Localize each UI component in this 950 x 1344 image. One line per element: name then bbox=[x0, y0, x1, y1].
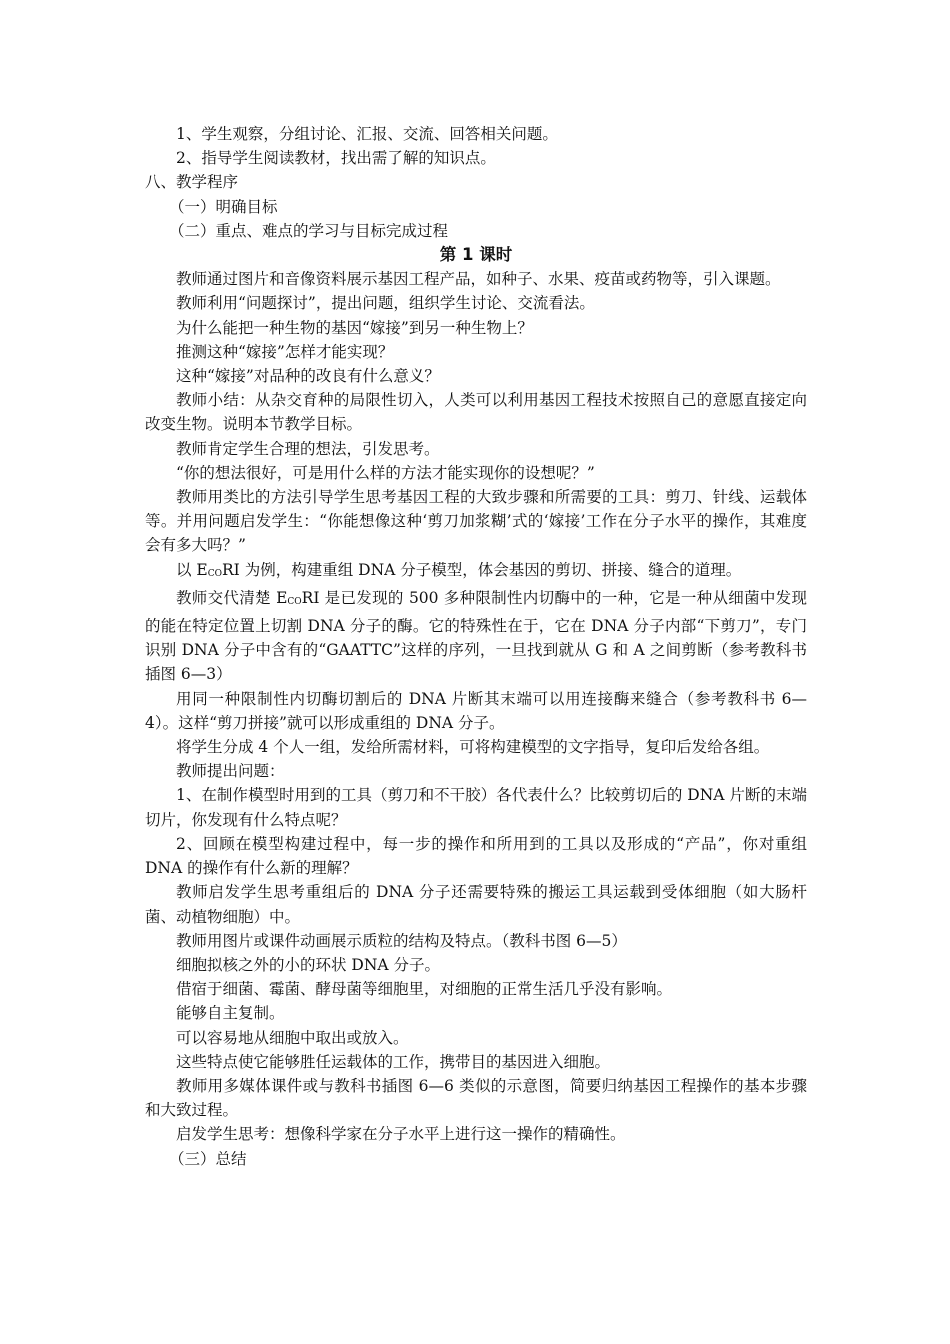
paragraph: 可以容易地从细胞中取出或放入。 bbox=[176, 1028, 409, 1047]
subscript-text: CO bbox=[287, 596, 302, 607]
subsection-heading: （三）总结 bbox=[169, 1149, 247, 1168]
paragraph: 教师利用“问题探讨”，提出问题，组织学生讨论、交流看法。 bbox=[176, 294, 595, 313]
text-run: 以 E bbox=[176, 560, 208, 579]
paragraph: 教师提出问题： bbox=[176, 762, 285, 781]
subsection-heading: （二）重点、难点的学习与目标完成过程 bbox=[169, 221, 449, 240]
paragraph: 教师启发学生思考重组后的 DNA 分子还需要特殊的搬运工具运载到受体细胞（如大肠杆菌、动植物细胞）中。 bbox=[145, 883, 807, 926]
text-run: 教师交代清楚 E bbox=[176, 588, 288, 607]
text-run: RI 为例，构建重组 DNA 分子模型，体会基因的剪切、拼接、缝合的道理。 bbox=[222, 560, 742, 579]
paragraph bbox=[145, 558, 807, 586]
paragraph: 这些特点使它能够胜任运载体的工作，携带目的基因进入细胞。 bbox=[176, 1052, 611, 1071]
paragraph bbox=[145, 586, 807, 687]
paragraph: 2、指导学生阅读教材，找出需了解的知识点。 bbox=[176, 149, 496, 168]
paragraph: 1、在制作模型时用到的工具（剪刀和不干胶）各代表什么？比较剪切后的 DNA 片断的末端切片，你发现有什么特点呢？ bbox=[145, 786, 807, 829]
paragraph: 教师通过图片和音像资料展示基因工程产品，如种子、水果、疫苗或药物等，引入课题。 bbox=[176, 270, 781, 289]
paragraph: 教师用多媒体课件或与教科书插图 6—6 类似的示意图，简要归纳基因工程操作的基本步骤和大致过程。 bbox=[145, 1076, 807, 1120]
subscript-text: CO bbox=[207, 568, 223, 579]
text-run: RI 是已发现的 500 多种限制性内切酶中的一种，它是一种从细菌中发现的能在特定位置上切割 DNA 分子的酶。它的特殊性在于，它在 DNA 分子内部“下剪刀”，专门识别 DNA 分子中含有的“GAATTC”这样的序列，一旦找到就从 G 和 A 之间剪断（参考教科书插图 6—3） bbox=[145, 588, 807, 684]
quote-paragraph: “你的想法很好，可是用什么样的方法才能实现你的设想呢？” bbox=[176, 463, 595, 482]
paragraph: 教师小结：从杂交育种的局限性切入，人类可以利用基因工程技术按照自己的意愿直接定向改变生物。说明本节教学目标。 bbox=[145, 391, 807, 434]
lesson-title: 第 1 课时 bbox=[439, 245, 513, 265]
paragraph: 教师用图片或课件动画展示质粒的结构及特点。（教科书图 6—5） bbox=[176, 931, 627, 950]
paragraph: 推测这种“嫁接”怎样才能实现？ bbox=[176, 342, 394, 361]
paragraph: 能够自主复制。 bbox=[176, 1004, 285, 1023]
paragraph: 这种“嫁接”对品种的改良有什么意义？ bbox=[176, 367, 440, 386]
paragraph: 用同一种限制性内切酶切割后的 DNA 片断其末端可以用连接酶来缝合（参考教科书 6—4）。这样“剪刀拼接”就可以形成重组的 DNA 分子。 bbox=[145, 689, 807, 732]
document-body bbox=[145, 122, 807, 1171]
paragraph: 教师肯定学生合理的想法，引发思考。 bbox=[176, 439, 440, 458]
paragraph: 1、学生观察，分组讨论、汇报、交流、回答相关问题。 bbox=[176, 125, 558, 143]
section-heading: 八、教学程序 bbox=[145, 173, 239, 192]
paragraph: 细胞拟核之外的小的环状 DNA 分子。 bbox=[176, 955, 441, 974]
paragraph: 借宿于细菌、霉菌、酵母菌等细胞里，对细胞的正常生活几乎没有影响。 bbox=[176, 980, 673, 999]
paragraph: 教师用类比的方法引导学生思考基因工程的大致步骤和所需要的工具：剪刀、针线、运载体等。并用问题启发学生：“你能想像这种‘剪刀加浆糊’式的‘嫁接’工作在分子水平的操作，其难度会有多大吗？” bbox=[145, 488, 807, 555]
paragraph: 2、回顾在模型构建过程中，每一步的操作和所用到的工具以及形成的“产品”，你对重组 DNA 的操作有什么新的理解？ bbox=[145, 834, 807, 878]
subsection-heading: （一）明确目标 bbox=[169, 197, 278, 216]
paragraph: 将学生分成 4 个人一组，发给所需材料，可将构建模型的文字指导，复印后发给各组。 bbox=[176, 738, 770, 757]
paragraph: 为什么能把一种生物的基因“嫁接”到另一种生物上？ bbox=[176, 318, 533, 337]
paragraph: 启发学生思考：想像科学家在分子水平上进行这一操作的精确性。 bbox=[176, 1125, 626, 1144]
